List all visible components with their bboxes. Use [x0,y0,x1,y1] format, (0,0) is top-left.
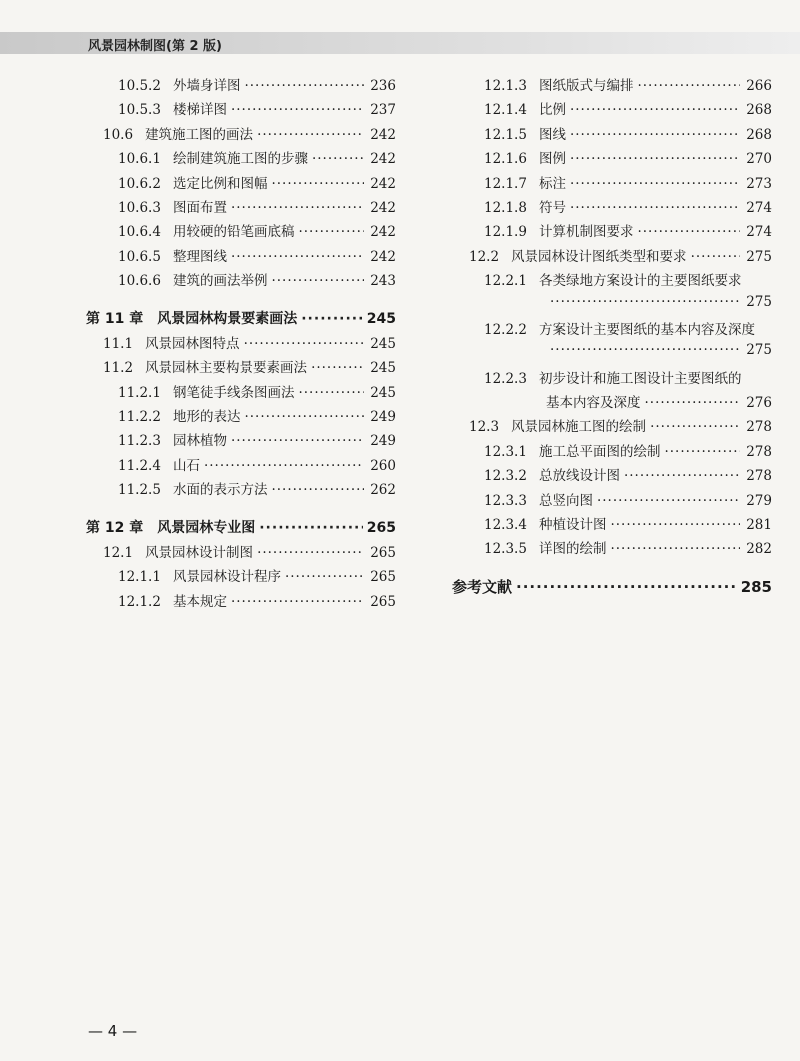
entry-page: 270 [746,151,772,168]
dot-leader [231,594,364,610]
dot-leader [550,342,740,358]
entry-number: 11.2.2 [118,409,161,426]
entry-page: 275 [746,342,772,359]
entry-title: 初步设计和施工图设计主要图纸的 [538,370,742,387]
entry-title: 风景园林设计制图 [145,545,254,562]
toc-entry[interactable] [452,318,772,342]
toc-entry[interactable] [86,478,396,502]
entry-number: 11.2 [103,360,134,377]
entry-page: 275 [746,293,772,310]
toc-entry[interactable] [452,269,772,293]
toc-entry-continuation [452,342,772,366]
entry-number: 12.1.4 [484,102,527,119]
dot-leader [271,176,364,192]
dot-leader [231,249,364,265]
toc-entry[interactable] [86,565,396,589]
toc-entry[interactable] [86,381,396,405]
entry-number: 10.6.3 [118,199,161,216]
entry-number: 10.6.5 [118,248,161,265]
entry-number: 12.1.7 [484,175,527,192]
entry-title: 计算机制图要求 [538,224,634,241]
dot-leader [570,200,740,216]
entry-page: 285 [740,577,772,596]
dot-leader [637,224,740,240]
entry-page: 274 [746,224,772,241]
entry-number: 10.5.3 [118,102,161,119]
toc-entry[interactable] [452,172,772,196]
toc-entry[interactable] [86,196,396,220]
entry-page: 236 [370,78,396,94]
entry-number: 12.3.3 [484,492,527,509]
entry-title: 风景园林设计程序 [172,569,281,586]
entry-title: 图例 [538,151,566,168]
entry-page: 266 [746,78,772,94]
toc-entry-continuation [452,294,772,318]
entry-number: 12.3.2 [484,468,527,485]
dot-leader [298,385,364,401]
toc-entry[interactable] [86,74,396,98]
entry-title: 风景园林专业图 [157,519,256,536]
toc-left-column [86,74,396,614]
entry-page: 281 [746,517,772,534]
dot-leader [231,102,364,118]
toc-chapter-entry[interactable] [86,308,396,332]
dot-leader [231,433,364,449]
entry-title: 比例 [538,102,566,119]
dot-leader [664,444,740,460]
entry-page: 268 [746,126,772,143]
chapter-gap [86,503,396,517]
entry-number: 12.3 [469,419,500,436]
toc-entry[interactable] [452,74,772,98]
dot-leader [285,569,364,585]
entry-title: 施工总平面图的绘制 [538,443,661,460]
entry-number: 10.6 [103,126,134,143]
entry-page: 274 [746,199,772,216]
entry-number: 第 12 章 [86,519,144,536]
entry-page: 242 [370,175,396,192]
toc-entry[interactable] [86,147,396,171]
entry-title: 详图的绘制 [538,541,607,558]
dot-leader [570,151,740,167]
entry-number: 第 11 章 [86,310,144,327]
entry-number: 12.1.3 [484,78,527,94]
toc-entry[interactable] [452,415,772,439]
entry-title: 绘制建筑施工图的步骤 [172,151,308,168]
dot-leader [645,395,741,411]
entry-page: 245 [370,335,396,352]
entry-page: 242 [370,248,396,265]
entry-number: 10.6.1 [118,151,161,168]
entry-page: 265 [370,593,396,610]
entry-page: 278 [746,443,772,460]
toc-entry[interactable] [452,147,772,171]
toc-entry[interactable] [452,220,772,244]
entry-title: 风景园林施工图的绘制 [511,419,647,436]
toc-entry[interactable] [452,367,772,391]
entry-page: 279 [746,492,772,509]
dot-leader [231,200,364,216]
dot-leader [550,294,740,310]
entry-number: 12.3.5 [484,541,527,558]
entry-title: 图面布置 [172,199,227,216]
chapter-gap [86,294,396,308]
toc-entry[interactable] [452,123,772,147]
dot-leader [244,78,364,94]
toc-entry[interactable] [86,590,396,614]
dot-leader [691,249,740,265]
dot-leader [257,127,364,143]
toc-entry[interactable] [452,513,772,537]
toc-right-column [452,74,772,600]
entry-title: 总竖向图 [538,492,593,509]
entry-page: 249 [370,433,396,450]
entry-page: 243 [370,273,396,290]
entry-number: 10.6.4 [118,224,161,241]
entry-title: 各类绿地方案设计的主要图纸要求 [538,273,742,290]
dot-leader [570,102,740,118]
dot-leader [257,545,364,561]
entry-title-line2: 基本内容及深度 [546,395,641,412]
dot-leader [570,176,740,192]
entry-title: 选定比例和图幅 [172,175,268,192]
entry-page: 249 [370,409,396,426]
entry-page: 245 [366,310,396,327]
book-title: 风景园林制图(第 2 版) [88,39,222,54]
dot-leader [204,458,364,474]
entry-title: 图纸版式与编排 [538,78,634,94]
dot-leader [271,482,364,498]
entry-title: 图线 [538,126,566,143]
entry-page: 245 [370,384,396,401]
entry-page: 242 [370,224,396,241]
toc-entry[interactable] [452,196,772,220]
entry-title: 外墙身详图 [172,78,241,94]
page-number: — 4 — [88,1022,138,1040]
toc-entry[interactable] [452,489,772,513]
entry-number: 12.2.3 [484,370,527,387]
toc-entry[interactable] [86,429,396,453]
dot-leader [244,336,364,352]
dot-leader [610,517,740,533]
entry-title: 风景园林设计图纸类型和要求 [511,248,687,265]
entry-page: 278 [746,468,772,485]
entry-page: 276 [746,395,772,412]
dot-leader [259,520,363,536]
toc-entry[interactable] [86,356,396,380]
toc-entry[interactable] [86,405,396,429]
entry-page: 265 [370,545,396,562]
entry-title: 风景园林构景要素画法 [157,310,298,327]
dot-leader [570,127,740,143]
entry-title: 标注 [538,175,566,192]
entry-number: 12.1.1 [118,569,161,586]
toc-entry-continuation [452,391,772,415]
entry-number: 12.1.8 [484,199,527,216]
entry-number: 12.1.2 [118,593,161,610]
toc-entry[interactable] [86,541,396,565]
entry-number: 11.2.5 [118,482,161,499]
toc-chapter-entry[interactable] [452,576,772,600]
entry-number: 10.6.6 [118,273,161,290]
entry-title: 方案设计主要图纸的基本内容及深度 [538,321,755,338]
entry-number: 12.1.9 [484,224,527,241]
entry-number: 12.1 [103,545,134,562]
entry-page: 237 [370,102,396,119]
entry-title: 风景园林图特点 [145,335,240,352]
dot-leader [516,578,737,596]
toc-entry[interactable] [86,98,396,122]
dot-leader [637,78,740,94]
entry-title: 楼梯详图 [172,102,227,119]
entry-page: 242 [370,126,396,143]
toc-entry[interactable] [86,123,396,147]
entry-title: 总放线设计图 [538,468,620,485]
toc-entry[interactable] [452,537,772,561]
entry-title: 用较硬的铅笔画底稿 [172,224,295,241]
dot-leader [597,493,740,509]
entry-title: 符号 [538,199,566,216]
entry-page: 268 [746,102,772,119]
entry-number: 12.1.5 [484,126,527,143]
dot-leader [298,224,364,240]
toc-entry[interactable] [452,98,772,122]
entry-number: 12.3.1 [484,443,527,460]
dot-leader [311,360,364,376]
entry-number: 12.2.1 [484,273,527,290]
entry-page: 275 [746,248,772,265]
toc-entry[interactable] [86,245,396,269]
entry-title: 地形的表达 [172,409,241,426]
entry-page: 245 [370,360,396,377]
dot-leader [271,273,364,289]
entry-number: 11.2.3 [118,433,161,450]
entry-number: 12.2 [469,248,500,265]
entry-number: 10.6.2 [118,175,161,192]
entry-page: 282 [746,541,772,558]
dot-leader [650,419,740,435]
toc-entry[interactable] [86,172,396,196]
entry-page: 278 [746,419,772,436]
entry-title: 水面的表示方法 [172,482,268,499]
entry-page: 265 [366,519,396,536]
toc-entry[interactable] [86,332,396,356]
entry-title: 钢笔徒手线条图画法 [172,384,295,401]
dot-leader [244,409,364,425]
entry-number: 11.2.4 [118,457,161,474]
entry-title: 建筑施工图的画法 [145,126,254,143]
entry-page: 265 [370,569,396,586]
entry-title: 整理图线 [172,248,227,265]
entry-number: 10.5.2 [118,78,161,94]
entry-page: 262 [370,482,396,499]
entry-title: 建筑的画法举例 [172,273,268,290]
entry-page: 242 [370,199,396,216]
entry-number: 11.2.1 [118,384,161,401]
dot-leader [610,541,740,557]
entry-title: 园林植物 [172,433,227,450]
entry-title: 参考文献 [452,577,513,596]
toc-entry[interactable] [86,220,396,244]
toc-entry[interactable] [86,454,396,478]
entry-page: 260 [370,457,396,474]
entry-title: 种植设计图 [538,517,607,534]
entry-title: 风景园林主要构景要素画法 [145,360,308,377]
entry-number: 12.2.2 [484,321,527,338]
entry-page: 273 [746,175,772,192]
dot-leader [301,311,363,327]
chapter-gap [452,562,772,576]
toc-entry[interactable] [452,245,772,269]
entry-number: 11.1 [103,335,134,352]
toc-entry[interactable] [452,464,772,488]
dot-leader [624,468,740,484]
entry-number: 12.1.6 [484,151,527,168]
toc-entry[interactable] [452,440,772,464]
entry-title: 山石 [172,457,200,474]
entry-title: 基本规定 [172,593,227,610]
dot-leader [312,151,364,167]
toc-chapter-entry[interactable] [86,517,396,541]
entry-number: 12.3.4 [484,517,527,534]
toc-entry[interactable] [86,269,396,293]
entry-page: 242 [370,151,396,168]
